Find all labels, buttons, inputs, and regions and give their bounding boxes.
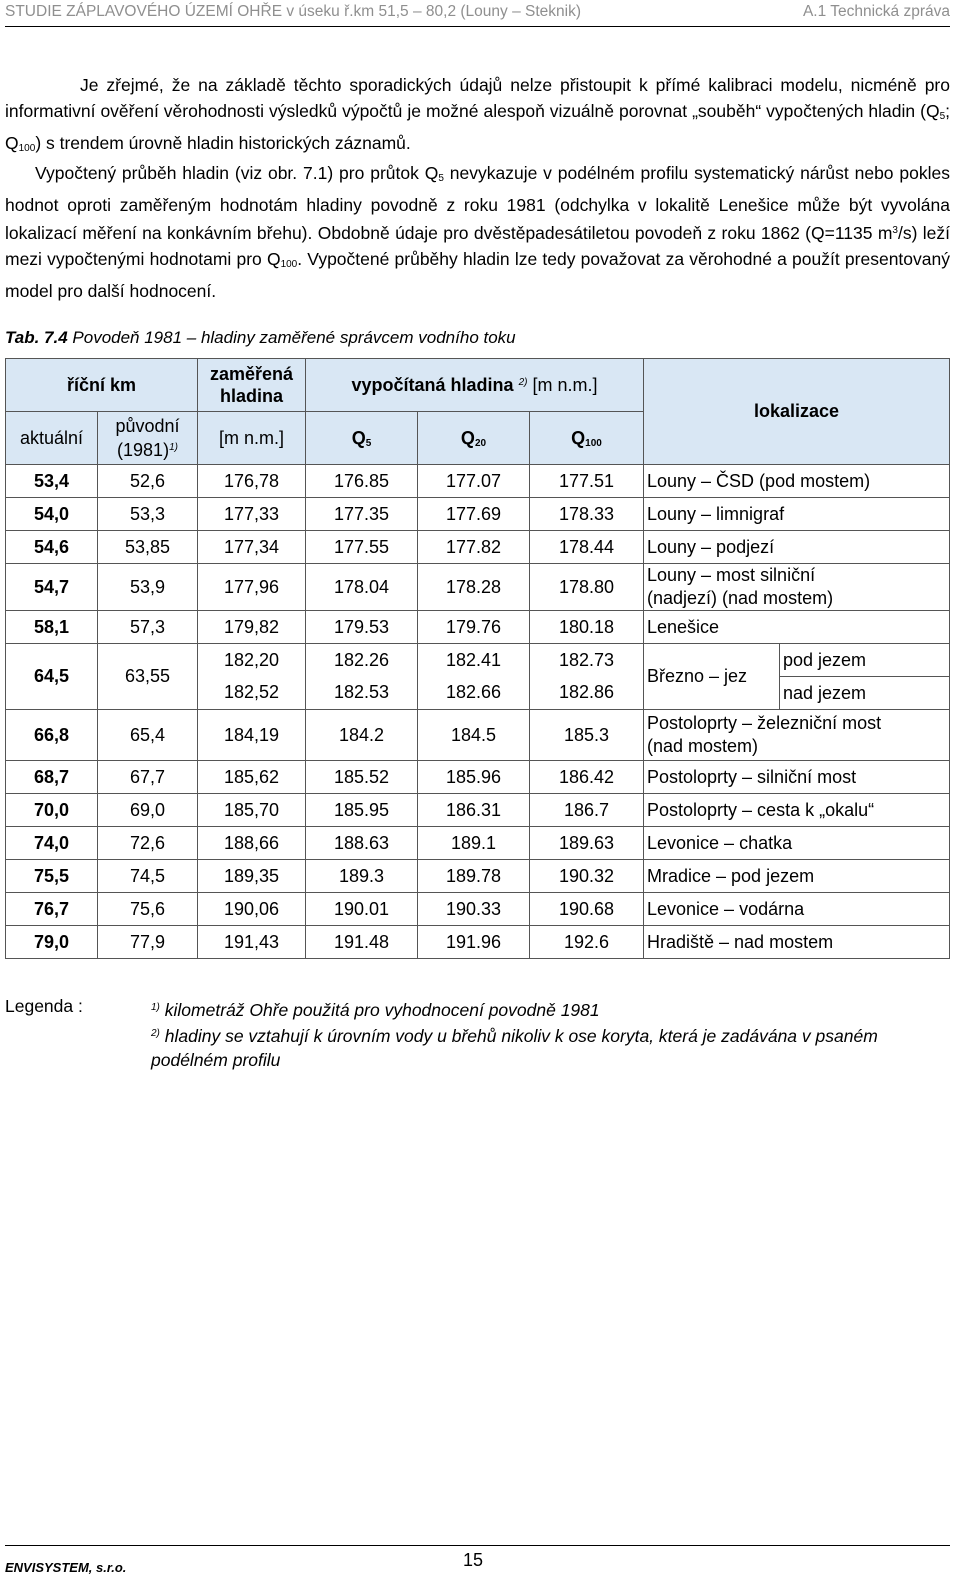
table-row bbox=[6, 827, 950, 860]
cell-q5: 182.26 bbox=[306, 644, 418, 677]
q20-sub: 20 bbox=[474, 437, 487, 449]
cell-measured: 189,35 bbox=[198, 860, 306, 893]
table-row bbox=[6, 564, 950, 611]
q5-label: Q bbox=[351, 427, 366, 448]
cell-q5: 182.53 bbox=[306, 677, 418, 710]
cell-original-km: 69,0 bbox=[98, 794, 198, 827]
cell-q20: 189.1 bbox=[418, 827, 530, 860]
cell-original-km: 65,4 bbox=[98, 710, 198, 761]
cell-q100: 180.18 bbox=[530, 611, 644, 644]
cell-q5: 189.3 bbox=[306, 860, 418, 893]
cell-measured: 185,62 bbox=[198, 761, 306, 794]
legend-note-2-mark: 2) bbox=[151, 1028, 160, 1039]
location-line-2: (nad mostem) bbox=[647, 736, 759, 756]
cell-original-km: 75,6 bbox=[98, 893, 198, 926]
table-row bbox=[6, 465, 950, 498]
cell-measured: 185,70 bbox=[198, 794, 306, 827]
cell-original-km: 52,6 bbox=[98, 465, 198, 498]
cell-current-km: 64,5 bbox=[6, 644, 98, 710]
cell-location bbox=[644, 710, 950, 761]
cell-q20: 177.82 bbox=[418, 531, 530, 564]
legend-note-1 bbox=[151, 996, 951, 1022]
header-computed-level bbox=[306, 359, 644, 412]
cell-location: Mradice – pod jezem bbox=[644, 860, 950, 893]
q100-label: Q bbox=[571, 427, 586, 448]
cell-current-km: 74,0 bbox=[6, 827, 98, 860]
cell-measured: 182,52 bbox=[198, 677, 306, 710]
cell-q5: 178.04 bbox=[306, 564, 418, 611]
cell-current-km: 68,7 bbox=[6, 761, 98, 794]
cell-sublocation: nad jezem bbox=[780, 677, 950, 710]
cell-location: Levonice – vodárna bbox=[644, 893, 950, 926]
cell-location: Louny – limnigraf bbox=[644, 498, 950, 531]
cell-current-km: 75,5 bbox=[6, 860, 98, 893]
cell-current-km: 54,0 bbox=[6, 498, 98, 531]
cell-q100: 186.42 bbox=[530, 761, 644, 794]
cell-q20: 177.07 bbox=[418, 465, 530, 498]
cell-q100: 190.68 bbox=[530, 893, 644, 926]
cell-q20: 178.28 bbox=[418, 564, 530, 611]
cell-location bbox=[644, 564, 950, 611]
cell-q5: 176.85 bbox=[306, 465, 418, 498]
p2-text-b: nevykazuje v podélném profilu systematický nárůst nebo pokles hodnot oproti zaměřeným hodnotám hladiny povodně z roku 1981 (odchylka v lokalitě Lenešice může být vyvolána lokalizací měření na konkávním břehu). Obdobně údaje pro dvěstěpadesátiletou povodeň z roku 1862 (Q=1135 m bbox=[5, 163, 950, 243]
cell-q20: 177.69 bbox=[418, 498, 530, 531]
original-sup: 1) bbox=[169, 442, 178, 453]
p2-sup: 3 bbox=[892, 225, 898, 236]
cell-current-km: 54,7 bbox=[6, 564, 98, 611]
cell-q20: 185.96 bbox=[418, 761, 530, 794]
cell-original-km: 53,3 bbox=[98, 498, 198, 531]
p1-text-c: ) s trendem úrovně hladin historických záznamů. bbox=[35, 133, 411, 153]
cell-current-km: 54,6 bbox=[6, 531, 98, 564]
computed-level-label: vypočítaná hladina bbox=[351, 374, 514, 395]
legend-note-1-text: kilometráž Ohře použitá pro vyhodnocení povodně 1981 bbox=[159, 1000, 600, 1020]
cell-q5: 191.48 bbox=[306, 926, 418, 959]
cell-sublocation: pod jezem bbox=[780, 644, 950, 677]
cell-measured: 184,19 bbox=[198, 710, 306, 761]
p2-sub-1: 5 bbox=[438, 173, 444, 184]
paragraph-1 bbox=[5, 72, 950, 162]
cell-measured: 179,82 bbox=[198, 611, 306, 644]
cell-q20: 182.66 bbox=[418, 677, 530, 710]
cell-q100: 178.80 bbox=[530, 564, 644, 611]
cell-original-km: 53,9 bbox=[98, 564, 198, 611]
p2-text-d: . Vypočtené průběhy hladin lze tedy považovat za věrohodné a použít presentovaný model pro další hodnocení. bbox=[5, 249, 950, 301]
cell-q20: 179.76 bbox=[418, 611, 530, 644]
cell-measured: 177,33 bbox=[198, 498, 306, 531]
cell-q5: 188.63 bbox=[306, 827, 418, 860]
cell-location: Louny – ČSD (pod mostem) bbox=[644, 465, 950, 498]
table-row bbox=[6, 794, 950, 827]
cell-q100: 178.44 bbox=[530, 531, 644, 564]
legend-note-2 bbox=[151, 1022, 951, 1072]
header-row-1 bbox=[6, 359, 950, 412]
flood-levels-table bbox=[5, 358, 950, 959]
header-measured-unit: [m n.m.] bbox=[198, 412, 306, 465]
cell-location: Louny – podjezí bbox=[644, 531, 950, 564]
cell-q20: 189.78 bbox=[418, 860, 530, 893]
cell-q100: 185.3 bbox=[530, 710, 644, 761]
table-row bbox=[6, 644, 950, 677]
caption-text: Povodeň 1981 – hladiny zaměřené správcem vodního toku bbox=[67, 328, 516, 347]
cell-location: Lenešice bbox=[644, 611, 950, 644]
header-q20 bbox=[418, 412, 530, 465]
computed-level-unit: [m n.m.] bbox=[527, 374, 598, 395]
page-number: 15 bbox=[463, 1550, 484, 1570]
original-label: původní bbox=[115, 416, 180, 436]
cell-q5: 179.53 bbox=[306, 611, 418, 644]
table-row bbox=[6, 860, 950, 893]
cell-measured: 191,43 bbox=[198, 926, 306, 959]
cell-q5: 185.95 bbox=[306, 794, 418, 827]
legend-note-1-mark: 1) bbox=[151, 1002, 160, 1013]
cell-current-km: 70,0 bbox=[6, 794, 98, 827]
p2-text-a: Vypočtený průběh hladin (viz obr. 7.1) pro průtok Q bbox=[35, 163, 439, 183]
cell-location: Postoloprty – silniční most bbox=[644, 761, 950, 794]
cell-original-km: 77,9 bbox=[98, 926, 198, 959]
cell-location: Levonice – chatka bbox=[644, 827, 950, 860]
cell-original-km: 53,85 bbox=[98, 531, 198, 564]
cell-original-km: 63,55 bbox=[98, 644, 198, 710]
table-row bbox=[6, 498, 950, 531]
table-row bbox=[6, 926, 950, 959]
cell-q5: 177.35 bbox=[306, 498, 418, 531]
legend-note-2-text: hladiny se vztahují k úrovním vody u břehů nikoliv k ose koryta, která je zadávána v psaném podélném profilu bbox=[151, 1026, 878, 1070]
cell-q5: 185.52 bbox=[306, 761, 418, 794]
header-original-km bbox=[98, 412, 198, 465]
p1-text-a: Je zřejmé, že na základě těchto sporadických údajů nelze přistoupit k přímé kalibraci modelu, nicméně pro informativní ověření věrohodnosti výsledků výpočtů je možné alespoň vizuálně porovnat „souběh“ vypočtených hladin (Q bbox=[5, 75, 950, 121]
cell-measured: 176,78 bbox=[198, 465, 306, 498]
cell-q20: 190.33 bbox=[418, 893, 530, 926]
cell-original-km: 67,7 bbox=[98, 761, 198, 794]
cell-original-km: 72,6 bbox=[98, 827, 198, 860]
location-line-1: Postoloprty – železniční most bbox=[647, 713, 882, 733]
cell-q100: 182.86 bbox=[530, 677, 644, 710]
cell-q20: 184.5 bbox=[418, 710, 530, 761]
cell-q100: 190.32 bbox=[530, 860, 644, 893]
header-q5 bbox=[306, 412, 418, 465]
q5-sub: 5 bbox=[365, 437, 372, 449]
cell-location: Hradiště – nad mostem bbox=[644, 926, 950, 959]
header-measured-level: zaměřená hladina bbox=[198, 359, 306, 412]
cell-q100: 189.63 bbox=[530, 827, 644, 860]
header-title: STUDIE ZÁPLAVOVÉHO ÚZEMÍ OHŘE v úseku ř.km 51,5 – 80,2 (Louny – Steknik) bbox=[5, 3, 581, 20]
header-section: A.1 Technická zpráva bbox=[802, 3, 950, 20]
cell-measured: 188,66 bbox=[198, 827, 306, 860]
cell-q100: 186.7 bbox=[530, 794, 644, 827]
cell-current-km: 53,4 bbox=[6, 465, 98, 498]
p1-text-b: ; Q bbox=[5, 101, 950, 153]
header-current-km: aktuální bbox=[6, 412, 98, 465]
page-header bbox=[5, 0, 950, 27]
table-row bbox=[6, 893, 950, 926]
p2-sub-2: 100 bbox=[280, 259, 298, 270]
footer-company: ENVISYSTEM, s.r.o. bbox=[5, 1560, 127, 1575]
table-caption bbox=[5, 328, 516, 348]
q20-label: Q bbox=[460, 427, 475, 448]
computed-level-sup: 2) bbox=[518, 376, 528, 388]
cell-current-km: 76,7 bbox=[6, 893, 98, 926]
cell-q5: 177.55 bbox=[306, 531, 418, 564]
original-year: (1981) bbox=[117, 440, 170, 460]
cell-q100: 182.73 bbox=[530, 644, 644, 677]
cell-location: Březno – jez bbox=[644, 644, 780, 710]
legend-items bbox=[151, 996, 951, 1072]
cell-q5: 190.01 bbox=[306, 893, 418, 926]
header-q100 bbox=[530, 412, 644, 465]
cell-current-km: 58,1 bbox=[6, 611, 98, 644]
header-location: lokalizace bbox=[644, 359, 950, 465]
caption-label: Tab. 7.4 bbox=[5, 328, 68, 347]
cell-q20: 191.96 bbox=[418, 926, 530, 959]
location-line-1: Louny – most silniční bbox=[647, 565, 816, 585]
cell-q20: 186.31 bbox=[418, 794, 530, 827]
cell-q5: 184.2 bbox=[306, 710, 418, 761]
cell-original-km: 57,3 bbox=[98, 611, 198, 644]
header-river-km: říční km bbox=[6, 359, 198, 412]
table-row bbox=[6, 710, 950, 761]
table-row bbox=[6, 611, 950, 644]
location-line-2: (nadjezí) (nad mostem) bbox=[647, 588, 834, 608]
cell-q100: 178.33 bbox=[530, 498, 644, 531]
cell-location: Postoloprty – cesta k „okalu“ bbox=[644, 794, 950, 827]
cell-q100: 177.51 bbox=[530, 465, 644, 498]
p2-text-c: /s) leží mezi vypočtenými hodnotami pro Q bbox=[5, 223, 950, 269]
cell-q20: 182.41 bbox=[418, 644, 530, 677]
legend-label: Legenda : bbox=[5, 996, 83, 1016]
cell-q100: 192.6 bbox=[530, 926, 644, 959]
q100-sub: 100 bbox=[585, 437, 602, 449]
table-row bbox=[6, 761, 950, 794]
cell-measured: 182,20 bbox=[198, 644, 306, 677]
table-row bbox=[6, 531, 950, 564]
page-footer bbox=[5, 1545, 950, 1582]
paragraph-2 bbox=[5, 160, 950, 304]
cell-measured: 190,06 bbox=[198, 893, 306, 926]
cell-current-km: 66,8 bbox=[6, 710, 98, 761]
p1-sub-2: 100 bbox=[18, 143, 36, 154]
cell-current-km: 79,0 bbox=[6, 926, 98, 959]
p1-sub-1: 5 bbox=[939, 111, 946, 122]
cell-measured: 177,34 bbox=[198, 531, 306, 564]
cell-measured: 177,96 bbox=[198, 564, 306, 611]
cell-original-km: 74,5 bbox=[98, 860, 198, 893]
